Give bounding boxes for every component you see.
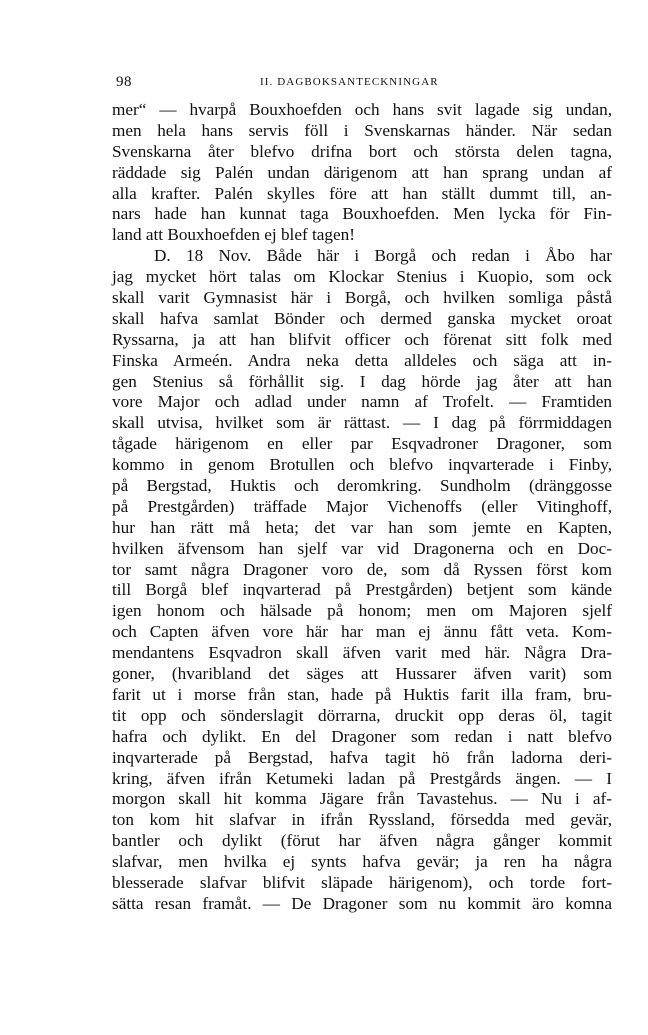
text-line: till Borgå blef inqvarterad på Prestgården) betjent som kände (112, 580, 612, 600)
text-line: på Bergstad, Huktis och deromkring. Sundholm (dränggosse (112, 476, 612, 496)
text-line: skall varit Gymnasist här i Borgå, och hvilken somliga påstå (112, 288, 612, 308)
body-text (112, 100, 612, 915)
text-line: tor samt några Dragoner voro de, som då Ryssen först kom (112, 559, 612, 579)
text-line: hvilken äfvensom han sjelf var vid Dragonerna och en Doc- (112, 538, 612, 558)
text-line: hur han rätt må heta; det var han som jemte en Kapten, (112, 517, 612, 537)
text-line: alla krafter. Palén skylles före att han ställt dummt till, an- (112, 183, 612, 203)
text-line: räddade sig Palén undan därigenom att han sprang undan af (112, 162, 612, 182)
text-line: farit ut i morse från stan, hade på Huktis farit illa fram, bru- (112, 684, 612, 704)
text-line: tågade härigenom en eller par Esqvadroner Dragoner, som (112, 434, 612, 454)
text-line: jag mycket hört talas om Klockar Stenius i Kuopio, som ock (112, 267, 612, 287)
text-line: sätta resan framåt. — De Dragoner som nu kommit äro komna (112, 893, 612, 913)
text-line: men hela hans servis föll i Svenskarnas händer. När sedan (112, 120, 612, 140)
text-line: Finska Armeén. Andra neka detta alldeles och säga att in- (112, 350, 612, 370)
text-line: kring, äfven ifrån Ketumeki ladan på Prestgårds ängen. — I (112, 768, 612, 788)
text-line: nars hade han kunnat taga Bouxhoefden. Men lycka för Fin- (112, 204, 612, 224)
text-line: tit opp och sönderslagit dörrarna, druckit opp deras öl, tagit (112, 705, 612, 725)
text-line: gen Stenius så förhållit sig. I dag hörde jag åter att han (112, 371, 612, 391)
page-header (112, 74, 612, 92)
text-line: hafra och dylikt. En del Dragoner som redan i natt blefvo (112, 726, 612, 746)
text-line: Svenskarna åter blefvo drifna bort och största delen tagna, (112, 141, 612, 161)
text-line: goner, (hvaribland det säges att Hussarer äfven varit) som (112, 664, 612, 684)
text-line: vore Major och adlad under namn af Trofelt. — Framtiden (112, 392, 612, 412)
text-line: bantler och dylikt (förut har äfven några gånger kommit (112, 831, 612, 851)
text-line: blesserade slafvar blifvit släpade härigenom), och torde fort- (112, 872, 612, 892)
text-line: inqvarterade på Bergstad, hafva tagit hö från ladorna deri- (112, 747, 612, 767)
text-line: skall hafva samlat Bönder och dermed ganska mycket oroat (112, 308, 612, 328)
text-line: slafvar, men hvilka ej synts hafva gevär; ja ren ha några (112, 852, 612, 872)
running-head: II. DAGBOKSANTECKNINGAR (260, 76, 439, 88)
text-line: mer“ — hvarpå Bouxhoefden och hans svit lagade sig undan, (112, 100, 612, 119)
text-line: land att Bouxhoefden ej blef tagen! (112, 225, 355, 245)
text-line: ton kom hit slafvar in ifrån Ryssland, försedda med gevär, (112, 810, 612, 830)
text-line: på Prestgården) träffade Major Vichenoffs (eller Vitinghoff, (112, 496, 612, 516)
text-line: mendantens Esqvadron skall äfven varit med här. Några Dra- (112, 643, 612, 663)
text-line: kommo in genom Brotullen och blefvo inqvarterade i Finby, (112, 455, 612, 475)
text-line: och Capten äfven vore här har man ej ännu fått veta. Kom- (112, 622, 612, 642)
page-number: 98 (116, 74, 132, 90)
text-line: D. 18 Nov. Både här i Borgå och redan i Åbo har (154, 246, 612, 266)
text-line: Ryssarna, ja att han blifvit officer och förenat sitt folk med (112, 329, 612, 349)
text-line: skall utvisa, hvilket som är rättast. — I dag på förrmiddagen (112, 413, 612, 433)
text-line: morgon skall hit komma Jägare från Tavastehus. — Nu i af- (112, 789, 612, 809)
text-line: igen honom och hälsade på honom; men om Majoren sjelf (112, 601, 612, 621)
